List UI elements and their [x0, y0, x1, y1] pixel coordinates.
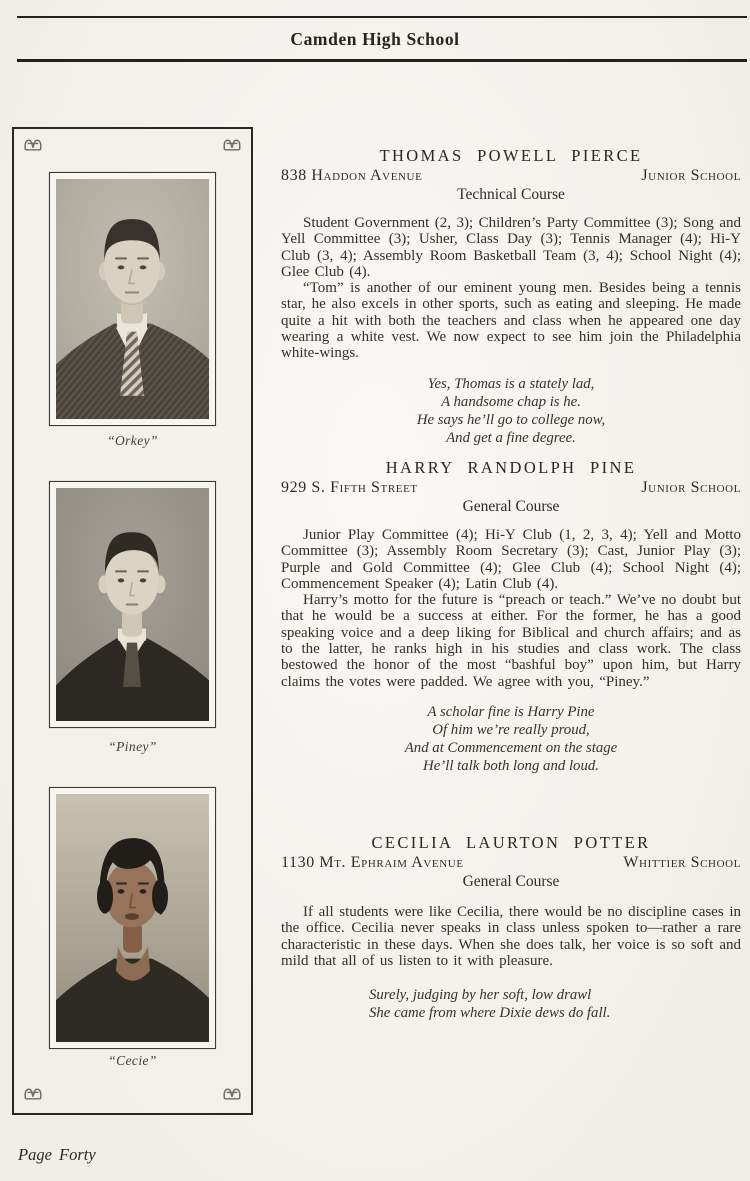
- activities-paragraph: Junior Play Committee (4); Hi-Y Club (1, 2, 3, 4); Yell and Motto Committee (3); Assembly Room Secretary (3); Cast, Junior Play (3); Purple and Gold Committee (4); Glee Club (4); School Night (4); Commencement Speaker (4); Latin Club (4).: [281, 527, 741, 592]
- poem-line: Surely, judging by her soft, low drawl: [369, 987, 592, 1004]
- student-name: THOMAS POWELL PIERCE: [379, 146, 643, 165]
- photo-caption: “Cecie”: [108, 1053, 157, 1068]
- poem-line: He’ll talk both long and loud.: [423, 757, 599, 774]
- photo-caption: “Orkey”: [107, 433, 158, 448]
- student-name: CECILIA LAURTON POTTER: [371, 833, 651, 852]
- portrait-photo-piney: [56, 488, 209, 721]
- bio-paragraph: Harry’s motto for the future is “preach or teach.” We’ve no doubt but that he would be a success at either. For the former, he has a good speaking voice and a deep liking for Biblical and church affairs; and as to the latter, he ranks high in his studies and class work. The class bestowed the honor of the most “bashful boy” upon him, but Harry claims the votes were padded. We agree with you, “Piney.”: [281, 592, 741, 690]
- course-label: General Course: [462, 873, 560, 890]
- activities-paragraph: Student Government (2, 3); Children’s Party Committee (3); Song and Yell Committee (3); Usher, Class Day (3); Tennis Manager (4); Hi-Y Club (3, 4); Assembly Room Basketball Team (3, 4); School Night (4); Glee Club (4).: [281, 215, 741, 280]
- photo-caption: “Piney”: [108, 739, 157, 754]
- poem-line: Yes, Thomas is a stately lad,: [427, 375, 595, 392]
- poem: [281, 375, 741, 447]
- poem-line: He says he’ll go to college now,: [416, 411, 606, 428]
- poem: [281, 703, 741, 775]
- poem: [281, 986, 741, 1022]
- student-address: 929 S. Fifth Street: [281, 479, 418, 496]
- page-title: Camden High School: [290, 29, 460, 49]
- student-address: 838 Haddon Avenue: [281, 167, 423, 184]
- portrait-frame-cecie: [49, 787, 216, 1049]
- photo-panel: [12, 127, 253, 1115]
- page-number: Page Forty: [18, 1145, 96, 1164]
- portrait-photo-orkey: [56, 179, 209, 419]
- profile-cecilia-potter: [281, 833, 741, 1022]
- corner-ornament-icon: [222, 136, 242, 153]
- student-school: Junior School: [641, 167, 741, 184]
- poem-line: She came from where Dixie dews do fall.: [369, 1005, 611, 1022]
- profile-harry-pine: [281, 458, 741, 775]
- poem-line: A handsome chap is he.: [441, 393, 581, 410]
- poem-line: A scholar fine is Harry Pine: [427, 703, 595, 720]
- student-meta-row: [281, 167, 741, 185]
- portrait-frame-orkey: [49, 172, 216, 426]
- student-meta-row: [281, 479, 741, 497]
- student-address: 1130 Mt. Ephraim Avenue: [281, 854, 464, 871]
- course-label: General Course: [462, 498, 560, 515]
- course-label: Technical Course: [457, 186, 565, 203]
- portrait-photo-cecie: [56, 794, 209, 1042]
- profile-thomas-pierce: [281, 146, 741, 447]
- corner-ornament-icon: [23, 136, 43, 153]
- poem-line: And get a fine degree.: [446, 429, 576, 446]
- header-rule-bottom: [17, 59, 747, 62]
- portrait-frame-piney: [49, 481, 216, 728]
- student-name: HARRY RANDOLPH PINE: [385, 458, 637, 477]
- student-school: Whittier School: [623, 854, 741, 871]
- poem-line: Of him we’re really proud,: [432, 721, 590, 738]
- corner-ornament-icon: [23, 1085, 43, 1102]
- student-meta-row: [281, 854, 741, 872]
- corner-ornament-icon: [222, 1085, 242, 1102]
- student-school: Junior School: [641, 479, 741, 496]
- poem-line: And at Commencement on the stage: [404, 739, 618, 756]
- bio-paragraph: “Tom” is another of our eminent young men. Besides being a tennis star, he also excels in other sports, such as eating and sleeping. He made quite a hit with both the teachers and class when he appeared one day wearing a white vest. We now expect to see him join the Philadelphia white-wings.: [281, 280, 741, 362]
- header-rule-top: [17, 16, 747, 18]
- bio-paragraph: If all students were like Cecilia, there would be no discipline cases in the office. Cecilia never speaks in class unless spoken to—rather a rare characteristic in these days. When she does talk, her voice is so soft and mild that all of us listen to it with pleasure.: [281, 904, 741, 969]
